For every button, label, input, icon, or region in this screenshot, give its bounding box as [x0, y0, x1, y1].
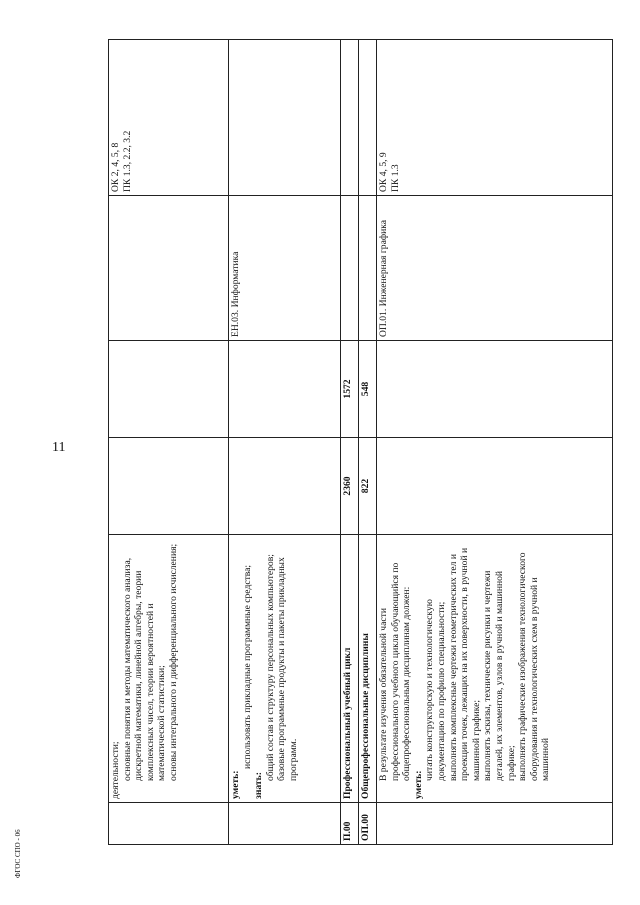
- table-row: [341, 40, 359, 845]
- code-cell: [229, 803, 341, 845]
- content-cell: [377, 535, 613, 803]
- content-line: читать конструкторскую и технологическую документацию по профилю специальности;: [424, 599, 447, 781]
- content-line: выполнять комплексные чертежи геометрических тел и проекции точек, лежащих на их поверхности, в ручной и машинной графике;: [447, 547, 482, 781]
- content-cell: [229, 535, 341, 803]
- table-row: [377, 40, 613, 845]
- content-line: выполнять эскизы, технические рисунки и чертежи деталей, их элементов, узлов в ручной и машинной графике;: [482, 570, 517, 781]
- discipline-cell: [359, 196, 377, 341]
- title-cell: Профессиональный учебный цикл: [341, 535, 359, 803]
- competencies-cell: [229, 40, 341, 196]
- competency-line: ПК 1.3, 2.2, 3.2: [121, 130, 133, 192]
- znat-label: знать:: [253, 772, 265, 799]
- hours-cell: 1572: [341, 341, 359, 438]
- competency-line: ОК 2, 4, 5, 8: [110, 142, 121, 192]
- table-row: [109, 40, 229, 845]
- code-cell: [109, 803, 229, 845]
- umet-label: уметь:: [412, 770, 424, 799]
- content-line: выполнять графические изображения технологического оборудования и технологических схем в ручной и машинной: [517, 552, 552, 781]
- discipline-cell: [341, 196, 359, 341]
- competencies-cell: [341, 40, 359, 196]
- rotated-table-wrapper: [108, 40, 613, 845]
- code-cell: [377, 803, 613, 845]
- content-line: деятельности;: [110, 741, 121, 799]
- content-line: использовать прикладные программные средства;: [241, 564, 253, 769]
- code-cell: ОП.00: [359, 803, 377, 845]
- competencies-cell: [359, 40, 377, 196]
- hours-cell: [229, 341, 341, 438]
- hours-cell: [109, 341, 229, 438]
- content-line: основы интегрального и дифференциального исчисления;: [167, 543, 179, 781]
- content-line: основные понятия и методы математического анализа, дискретной математики, линейной алгебры, теории комплексных чисел, теории вероятностей и математической статистики;: [121, 557, 168, 781]
- hours-cell: [377, 341, 613, 438]
- code-cell: П.00: [341, 803, 359, 845]
- max-load-cell: [229, 438, 341, 535]
- max-load-cell: 2360: [341, 438, 359, 535]
- title-cell: Общепрофессиональные дисциплины: [359, 535, 377, 803]
- curriculum-table: [108, 39, 613, 845]
- competency-line: ПК 1.3: [389, 164, 401, 192]
- intro-line: В результате изучения обязательной части профессионального учебного цикла обучающийся по общепрофессиональным дисциплинам должен:: [378, 562, 413, 781]
- umet-label: уметь:: [230, 770, 241, 799]
- table-row: [359, 40, 377, 845]
- discipline-cell: ОП.01. Инженерная графика: [377, 196, 613, 341]
- discipline-cell: [109, 196, 229, 341]
- table-row: [229, 40, 341, 845]
- competencies-cell: [377, 40, 613, 196]
- max-load-cell: [109, 438, 229, 535]
- footer-code: ФГОС СПО - 06: [14, 829, 22, 878]
- content-line: общий состав и структуру персональных компьютеров;: [264, 554, 276, 781]
- hours-cell: 548: [359, 341, 377, 438]
- competencies-cell: [109, 40, 229, 196]
- discipline-cell: ЕН.03. Информатика: [229, 196, 341, 341]
- max-load-cell: [377, 438, 613, 535]
- content-cell: [109, 535, 229, 803]
- page-number: 11: [52, 440, 66, 455]
- max-load-cell: 822: [359, 438, 377, 535]
- competency-line: ОК 4, 5, 9: [378, 152, 389, 192]
- content-line: базовые программные продукты и пакеты прикладных программ.: [276, 557, 299, 781]
